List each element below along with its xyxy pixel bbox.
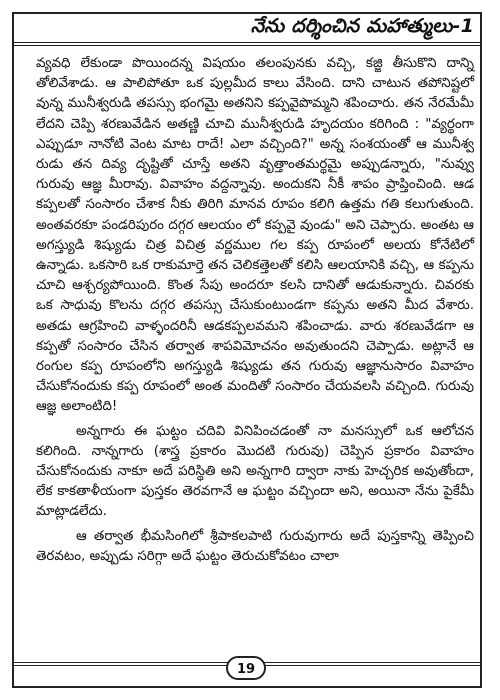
paragraph-2: అన్నగారు ఈ ఘట్టం చదివి వినిపించడంతో నా మనస్సులో ఒక ఆలోచన కలిగింది. నాన్నగారు (శాస్త్ర ప్రకారం మొదటి గురువు) చెప్పిన ప్రకారం వివాహం చేసుకోనందుకు నాకూ అదే పరిస్థితి అని అన్నగారి ద్వారా నాకు హెచ్చరిక అవుతోందా, లేక కాకతాళీయంగా పుస్తకం తెరవగానే ఆ ఘట్టం వచ్చిందా అని, అయినా నేను పైకేమీ మాట్లాడలేదు.	[36, 423, 474, 520]
page-header	[12, 12, 482, 46]
body-text	[36, 54, 474, 567]
paragraph-3: ఆ తర్వాత భీమసింగిలో శ్రీపాకలపాటి గురువుగారు అదే పుస్తకాన్ని తెప్పించి తెరవటం, అప్పుడు సరిగ్గా అదే ఘట్టం తెరుచుకోవటం చాలా	[36, 528, 474, 564]
page-number: 19	[226, 656, 266, 680]
paragraph-1: వ్యవధి లేకుండా పొయిందన్న విషయం తలంపునకు వచ్చి, కజ్జి తీసుకొని దాన్ని తోలివేశాడు. ఆ పాలిపోతూ ఒక పుల్లమీద కాలు వేసింది. దాని చాటున తపోనిష్టలో వున్న మునీశ్వరుడి తపస్సు భంగమై అతనిని కప్పవైపొమ్మని శపించారు. తన నేరమేమీ లేదని చెప్పి శరణువేడిన అతణ్ణి చూచి మునీశ్వరుడి హృదయం కరిగింది : "వ్యర్థంగా ఎప్పుడూ నానోటి వెంట మాట రాదే! ఎలా వచ్చింది?" అన్న సంశయంతో ఆ మునీశ్వ రుడు తన దివ్య దృష్టితో చూస్తే అతని వృత్తాంతమర్థమై అప్పుడన్నారు, "నువ్వు గురువు ఆజ్ఞ మీరావు. వివాహం వద్దన్నావు. అందుకని నీకీ శాపం ప్రాప్తించింది. ఆడ కప్పలతో సంసారం చేశాక నీకు తిరిగి మానవ రూపం కలిగి ఉత్తమ గతి కలుగుతుంది. అంతవరకూ పండరిపురం దగ్గర ఆలయం లో కప్పవై వుండు" అని చెప్పారు. అంతట ఆ అగస్త్యుడి శిష్యుడు చిత్ర విచిత్ర వర్ణముల గల కప్ప రూపంలో అలయ కోనేటిలో ఉన్నాడు. ఒకసారి ఒక రాకుమార్తె తన చెలికత్తెలతో కలిసి ఆలయానికి వచ్చి, ఆ కప్పను చూచి ఆశ్చర్యపోయింది. కొంత సేపు అందరూ కలసి దానితో ఆడుకున్నారు. చివరకు ఒక సాధువు కొలను దగ్గర తపస్సు చేసుకుంటుండగా కప్పను అతని మీద వేశారు. అతడు ఆగ్రహించి వాళ్ళందరినీ ఆడకప్పలవమని శపించాడు. వారు శరణువేడగా ఆ కప్పతో సంసారం చేసిన తర్వాత శాపవిమోచనం అవుతుందని చెప్పాడు. అట్లానే ఆ రంగుల కప్ప రూపంలోని అగస్త్యుడి శిష్యుడు తన గురువు ఆజ్ఞానుసారం వివాహం చేసుకోనందుకు కప్ప రూపంలో అంత మందితో సంసారం చేయవలసి వచ్చింది. గురువు ఆజ్ఞ అలాంటిది!	[36, 56, 474, 415]
running-title: నేను దర్శించిన మహాత్ములు-1	[250, 15, 474, 37]
